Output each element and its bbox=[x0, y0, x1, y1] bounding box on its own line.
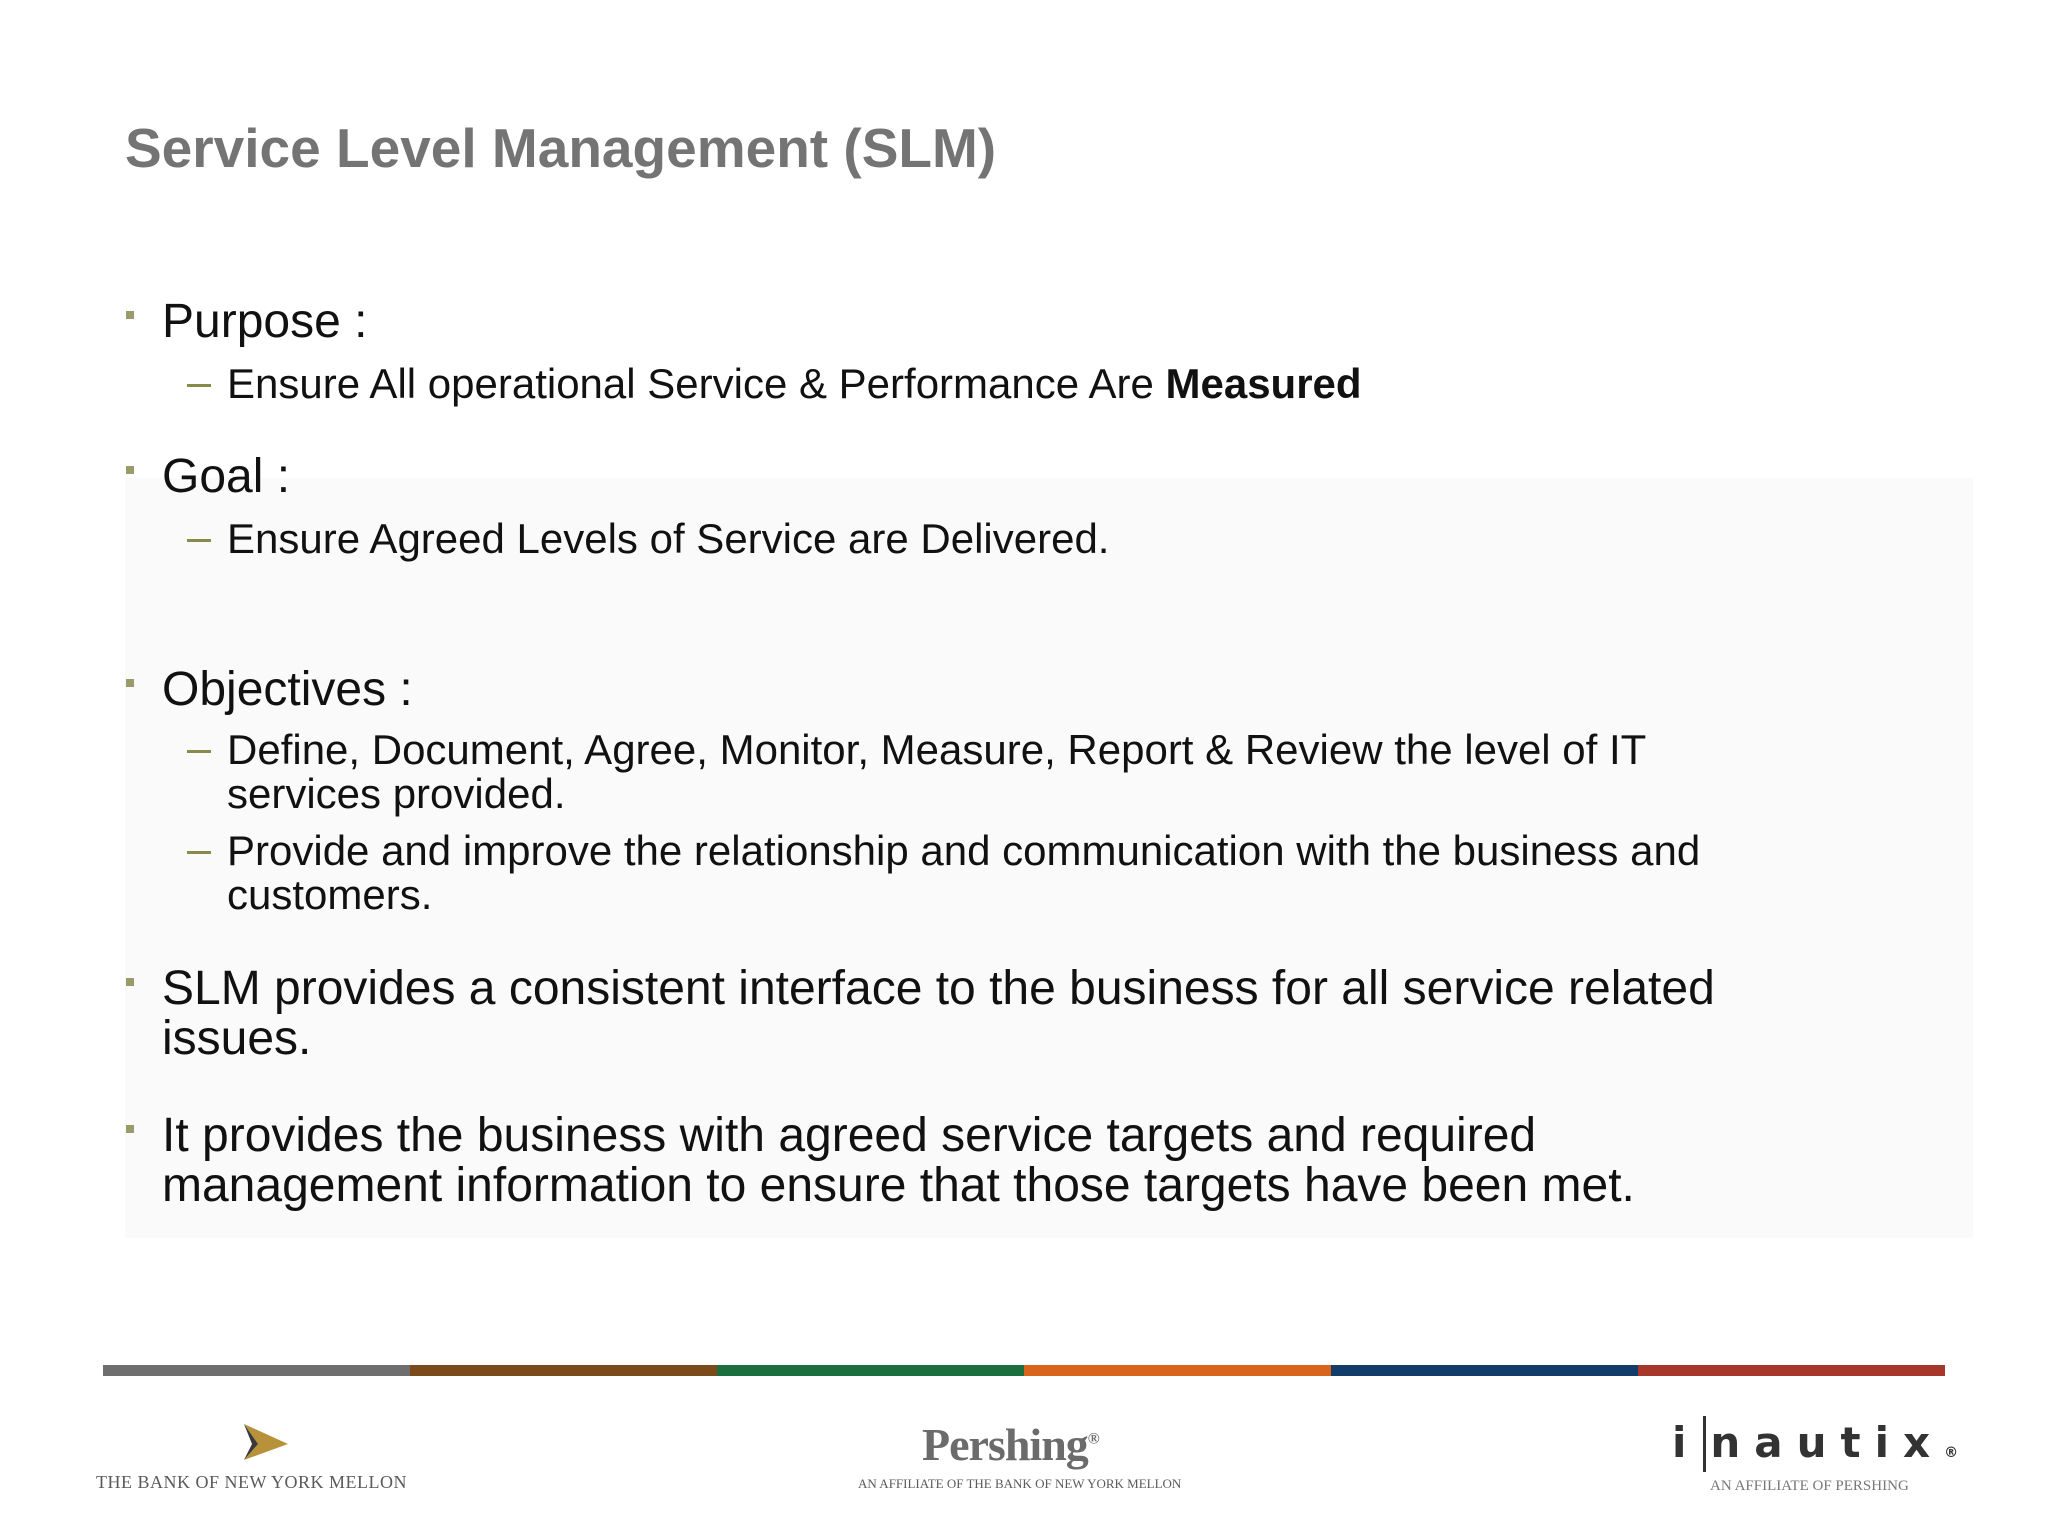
footer-color-bar-segment bbox=[717, 1365, 1024, 1376]
pershing-name: Pershing bbox=[922, 1419, 1088, 1470]
objective-1-line2: services provided. bbox=[227, 770, 566, 817]
goal-heading: Goal : bbox=[162, 450, 291, 503]
goal-text: Ensure Agreed Levels of Service are Delivered. bbox=[227, 515, 1110, 562]
footer-color-bar-segment bbox=[1331, 1365, 1638, 1376]
inautix-wordmark bbox=[1672, 1418, 1958, 1467]
pershing-tagline: AN AFFILIATE OF THE BANK OF NEW YORK MELLON bbox=[858, 1476, 1182, 1491]
purpose-heading: Purpose : bbox=[162, 295, 368, 348]
dash-marker bbox=[187, 539, 211, 542]
pershing-wordmark bbox=[922, 1418, 1099, 1471]
slm-interface-line1: SLM provides a consistent interface to the business for all service related bbox=[162, 962, 1715, 1015]
objective-2-line2: customers. bbox=[227, 871, 433, 918]
inautix-i: i bbox=[1672, 1418, 1701, 1467]
footer-color-bar-segment bbox=[410, 1365, 717, 1376]
objective-1-line1: Define, Document, Agree, Monitor, Measure, Report & Review the level of IT bbox=[227, 726, 1647, 773]
objective-2-line1: Provide and improve the relationship and communication with the business and bbox=[227, 827, 1701, 874]
bny-mellon-wordmark: THE BANK OF NEW YORK MELLON bbox=[96, 1472, 407, 1492]
purpose-text-bold: Measured bbox=[1165, 360, 1362, 407]
footer-color-bar-segment bbox=[1638, 1365, 1945, 1376]
bullet-marker bbox=[126, 978, 134, 986]
inautix-registered-mark: ® bbox=[1944, 1445, 1959, 1461]
footer-color-bar-segment bbox=[103, 1365, 410, 1376]
inautix-separator bbox=[1703, 1416, 1706, 1472]
inautix-rest: nautix bbox=[1710, 1418, 1945, 1467]
purpose-text-plain: Ensure All operational Service & Performance Are bbox=[227, 360, 1166, 407]
dash-marker bbox=[187, 384, 211, 387]
inautix-tagline: AN AFFILIATE OF PERSHING bbox=[1710, 1478, 1909, 1494]
targets-line1: It provides the business with agreed service targets and required bbox=[162, 1109, 1537, 1162]
slm-interface-line2: issues. bbox=[162, 1012, 312, 1065]
dash-marker bbox=[187, 851, 211, 854]
pershing-registered-mark: ® bbox=[1087, 1430, 1099, 1448]
purpose-text bbox=[227, 362, 1362, 406]
bullet-marker bbox=[126, 1125, 134, 1133]
dash-marker bbox=[187, 750, 211, 753]
targets-line2: management information to ensure that those targets have been met. bbox=[162, 1159, 1635, 1212]
footer-color-bar-segment bbox=[1024, 1365, 1331, 1376]
bullet-marker bbox=[126, 311, 134, 319]
slide-title: Service Level Management (SLM) bbox=[125, 117, 997, 179]
bny-mellon-logo-icon bbox=[236, 1422, 296, 1462]
bullet-marker bbox=[126, 679, 134, 687]
bullet-marker bbox=[126, 466, 134, 474]
objectives-heading: Objectives : bbox=[162, 663, 413, 716]
